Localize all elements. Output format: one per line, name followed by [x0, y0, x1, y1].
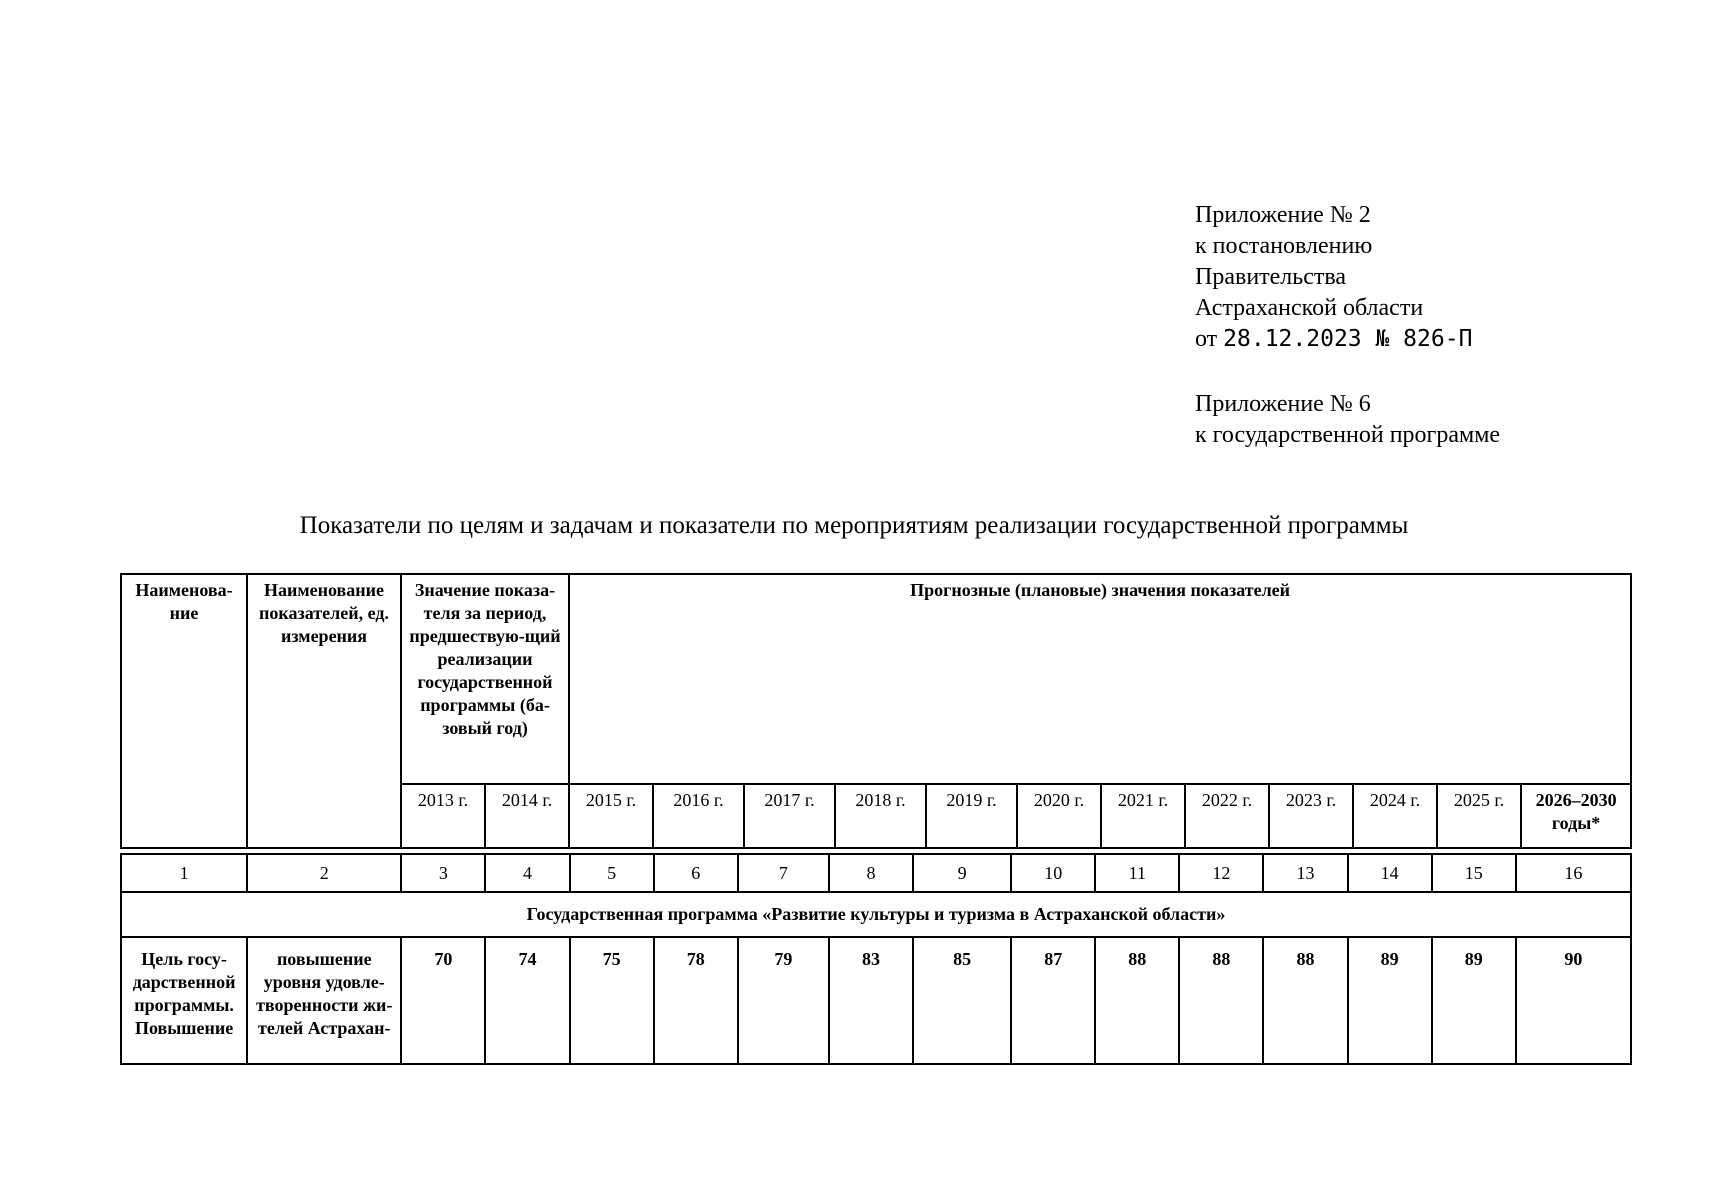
appendix-6-line1: Приложение № 6: [1195, 391, 1371, 417]
value-cell: 74: [485, 937, 569, 1064]
appendix-2-line4: Астраханской области: [1195, 295, 1424, 321]
appendix-2-line1: Приложение № 2: [1195, 202, 1371, 228]
column-number: 7: [738, 854, 829, 892]
year-cell: 2015 г.: [569, 784, 653, 848]
value-cell: 85: [913, 937, 1011, 1064]
year-cell: 2022 г.: [1185, 784, 1269, 848]
column-number: 2: [247, 854, 401, 892]
appendix-6-block: [1195, 389, 1500, 451]
appendix-6-line2: к государственной программе: [1195, 422, 1501, 448]
year-cell: 2024 г.: [1353, 784, 1437, 848]
column-number: 12: [1179, 854, 1263, 892]
year-cell: 2017 г.: [744, 784, 835, 848]
program-row: [121, 892, 1631, 937]
column-number: 9: [913, 854, 1011, 892]
year-cell: 2016 г.: [653, 784, 744, 848]
value-cell: 75: [570, 937, 654, 1064]
column-number: 3: [401, 854, 485, 892]
value-cell: 87: [1011, 937, 1095, 1064]
year-cell: 2013 г.: [401, 784, 485, 848]
year-cell: 2023 г.: [1269, 784, 1353, 848]
appendix-2-line2: к постановлению: [1195, 233, 1373, 259]
year-cell: 2014 г.: [485, 784, 569, 848]
column-number: 14: [1348, 854, 1432, 892]
year-cell: 2025 г.: [1437, 784, 1521, 848]
indicators-header-table: [120, 573, 1632, 849]
header-name: Наименова-ние: [121, 574, 247, 848]
column-numbers-row: [121, 854, 1631, 892]
value-cell: 88: [1263, 937, 1347, 1064]
value-cell: 70: [401, 937, 485, 1064]
column-number: 10: [1011, 854, 1095, 892]
date-value: 28.12.2023 № 826-П: [1223, 326, 1473, 352]
appendix-2-line3: Правительства: [1195, 264, 1347, 290]
indicator-name-cell: повышение уровня удовле-творенности жи-телей Астрахан-: [247, 937, 401, 1064]
year-cell: 2020 г.: [1017, 784, 1101, 848]
column-number: 5: [570, 854, 654, 892]
year-cell-range: 2026–2030 годы*: [1521, 784, 1631, 848]
header-indicator: Наименование показателей, ед. измерения: [247, 574, 401, 848]
value-cell: 88: [1179, 937, 1263, 1064]
goal-name-cell: Цель госу-дарственной программы. Повышение: [121, 937, 247, 1064]
value-cell: 83: [829, 937, 913, 1064]
value-cell: 79: [738, 937, 829, 1064]
value-cell: 89: [1348, 937, 1432, 1064]
column-number: 15: [1432, 854, 1516, 892]
program-title-cell: Государственная программа «Развитие культуры и туризма в Астраханской области»: [121, 892, 1631, 937]
table-row: [121, 937, 1631, 1064]
value-cell: 88: [1095, 937, 1179, 1064]
column-number: 6: [654, 854, 738, 892]
document-title: [0, 512, 1718, 540]
appendix-2-date-line: [1195, 324, 1472, 355]
indicators-body-table: [120, 853, 1632, 1065]
header-forecast: Прогнозные (плановые) значения показателей: [569, 574, 1631, 784]
value-cell: 89: [1432, 937, 1516, 1064]
column-number: 4: [485, 854, 569, 892]
year-cell: 2018 г.: [835, 784, 926, 848]
value-cell: 90: [1516, 937, 1631, 1064]
date-prefix: от: [1195, 326, 1218, 352]
year-cell: 2021 г.: [1101, 784, 1185, 848]
header-base-value: Значение показа-теля за период, предшествую-щий реализации государственной программы (ба-зовый год): [401, 574, 569, 784]
column-number: 11: [1095, 854, 1179, 892]
value-cell: 78: [654, 937, 738, 1064]
year-cell: 2019 г.: [926, 784, 1017, 848]
document-title-text: Показатели по целям и задачам и показатели по мероприятиям реализации государственной программы: [299, 512, 1409, 539]
column-number: 1: [121, 854, 247, 892]
column-number: 13: [1263, 854, 1347, 892]
column-number: 8: [829, 854, 913, 892]
appendix-2-block: [1195, 200, 1472, 355]
column-number: 16: [1516, 854, 1631, 892]
